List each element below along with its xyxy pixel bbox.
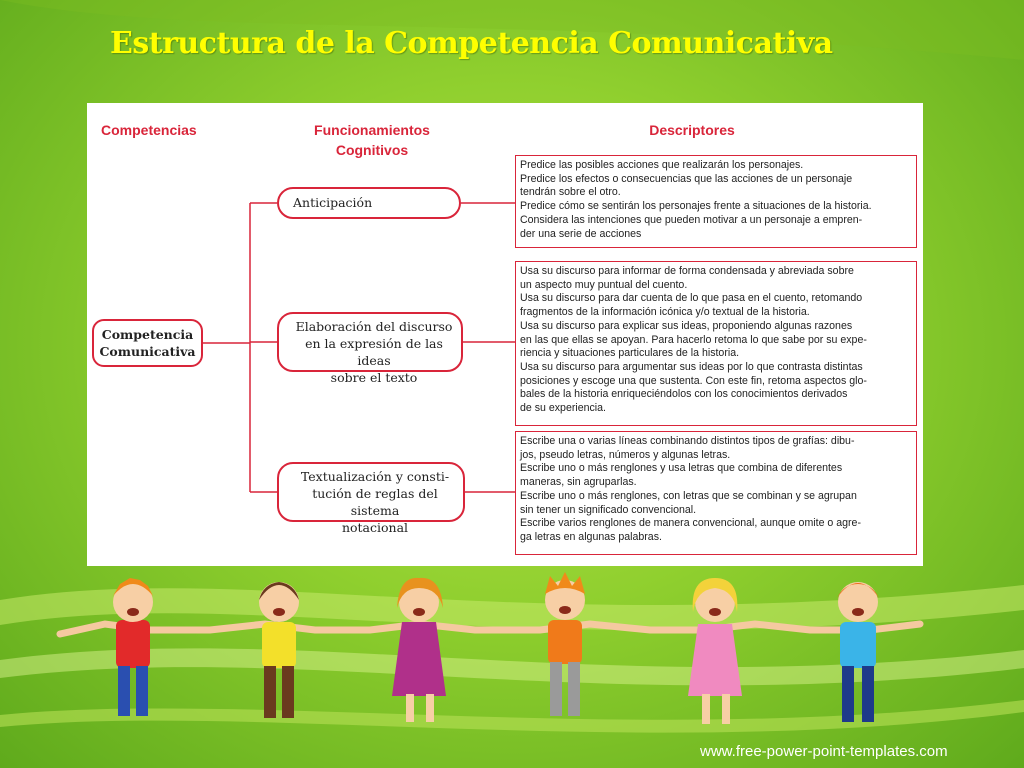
child-1 xyxy=(113,578,153,716)
diagram-panel xyxy=(87,103,923,566)
descriptor-line: tendrán sobre el otro. xyxy=(520,186,621,199)
child-2 xyxy=(259,582,299,718)
funcionamiento-3-line-3: notacional xyxy=(341,520,409,535)
funcionamiento-2-line-2: en la expresión de las ideas xyxy=(305,336,443,368)
descriptor-line: Usa su discurso para argumentar sus ideas por lo que contrasta distintas xyxy=(520,360,863,373)
descriptor-line: fragmentos de la información icónica y/o textual de la historia. xyxy=(520,306,810,319)
descriptor-line: un aspecto muy puntual del cuento. xyxy=(520,278,688,291)
header-competencias: Competencias xyxy=(101,122,197,138)
descriptor-line: Escribe uno o más renglones y usa letras que combina de diferentes xyxy=(520,462,843,475)
descriptor-line: Usa su discurso para explicar sus ideas, proponiendo algunas razones xyxy=(520,319,853,332)
descriptor-line: en las que ellas se apoyan. Para hacerlo retoma lo que sabe por su expe- xyxy=(520,333,867,346)
funcionamiento-2-line-1: Elaboración del discurso xyxy=(295,319,453,334)
competencia-comunicativa-node xyxy=(92,319,203,367)
descriptores-textualizacion xyxy=(515,431,917,555)
child-6 xyxy=(837,582,879,722)
child-3 xyxy=(392,578,446,722)
footer-url: www.free-power-point-templates.com xyxy=(700,743,948,760)
child-4 xyxy=(545,572,585,716)
funcionamiento-textualizacion xyxy=(277,462,465,535)
funcionamiento-elaboracion xyxy=(277,312,463,385)
header-descriptores: Descriptores xyxy=(649,122,735,138)
descriptor-line: Escribe varios renglones de manera convencional, aunque omite o agre- xyxy=(520,517,861,530)
children-illustration xyxy=(50,572,950,742)
descriptor-line: jos, pseudo letras, números y algunas letras. xyxy=(520,448,731,461)
descriptor-line: Considera las intenciones que pueden motivar a un personaje a empren- xyxy=(520,213,863,226)
descriptor-line: Escribe uno o más renglones, con letras que se combinan y se agrupan xyxy=(520,489,857,502)
descriptores-anticipacion xyxy=(515,155,917,248)
funcionamiento-anticipacion xyxy=(277,187,461,219)
funcionamiento-3-line-1: Textualización y consti- xyxy=(300,469,450,484)
descriptor-line: Escribe una o varias líneas combinando distintos tipos de grafías: dibu- xyxy=(520,435,855,447)
slide-title: Estructura de la Competencia Comunicativa xyxy=(110,26,833,61)
header-funcionamientos-line-2: Cognitivos xyxy=(335,142,409,158)
descriptor-line: sin tener un significado convencional. xyxy=(520,503,697,516)
competencia-line-2: Comunicativa xyxy=(99,344,196,359)
competencia-line-1: Competencia xyxy=(101,327,194,342)
descriptor-line: bales de la historia enriqueciéndolos con los conocimientos derivados xyxy=(520,388,848,401)
descriptor-line: posiciones y escoge una que sustenta. Con este fin, retoma aspectos glo- xyxy=(520,374,867,387)
descriptor-line: maneras, sin agruparlas. xyxy=(520,476,637,489)
descriptor-line: riencia y situaciones particulares de la historia. xyxy=(520,347,740,360)
descriptor-line: Predice cómo se sentirán los personajes frente a situaciones de la historia. xyxy=(520,200,872,213)
descriptor-line: Usa su discurso para dar cuenta de lo que pasa en el cuento, retomando xyxy=(520,292,863,305)
funcionamiento-2-line-3: sobre el texto xyxy=(330,370,418,385)
descriptor-line: de su experiencia. xyxy=(520,402,606,415)
descriptor-line: ga letras en algunas palabras. xyxy=(520,530,662,543)
descriptor-line: Predice los efectos o consecuencias que las acciones de un personaje xyxy=(520,172,853,185)
funcionamiento-3-line-2: tución de reglas del sistema xyxy=(312,486,438,518)
header-funcionamientos-line-1: Funcionamientos xyxy=(314,122,430,138)
descriptores-elaboracion xyxy=(515,261,917,426)
funcionamiento-1-line-1: Anticipación xyxy=(293,195,373,210)
descriptor-line: der una serie de acciones xyxy=(520,227,642,240)
child-5 xyxy=(688,578,742,724)
descriptor-line: Predice las posibles acciones que realizarán los personajes. xyxy=(520,159,804,171)
descriptor-line: Usa su discurso para informar de forma condensada y abreviada sobre xyxy=(520,265,854,277)
header-funcionamientos xyxy=(287,120,457,160)
